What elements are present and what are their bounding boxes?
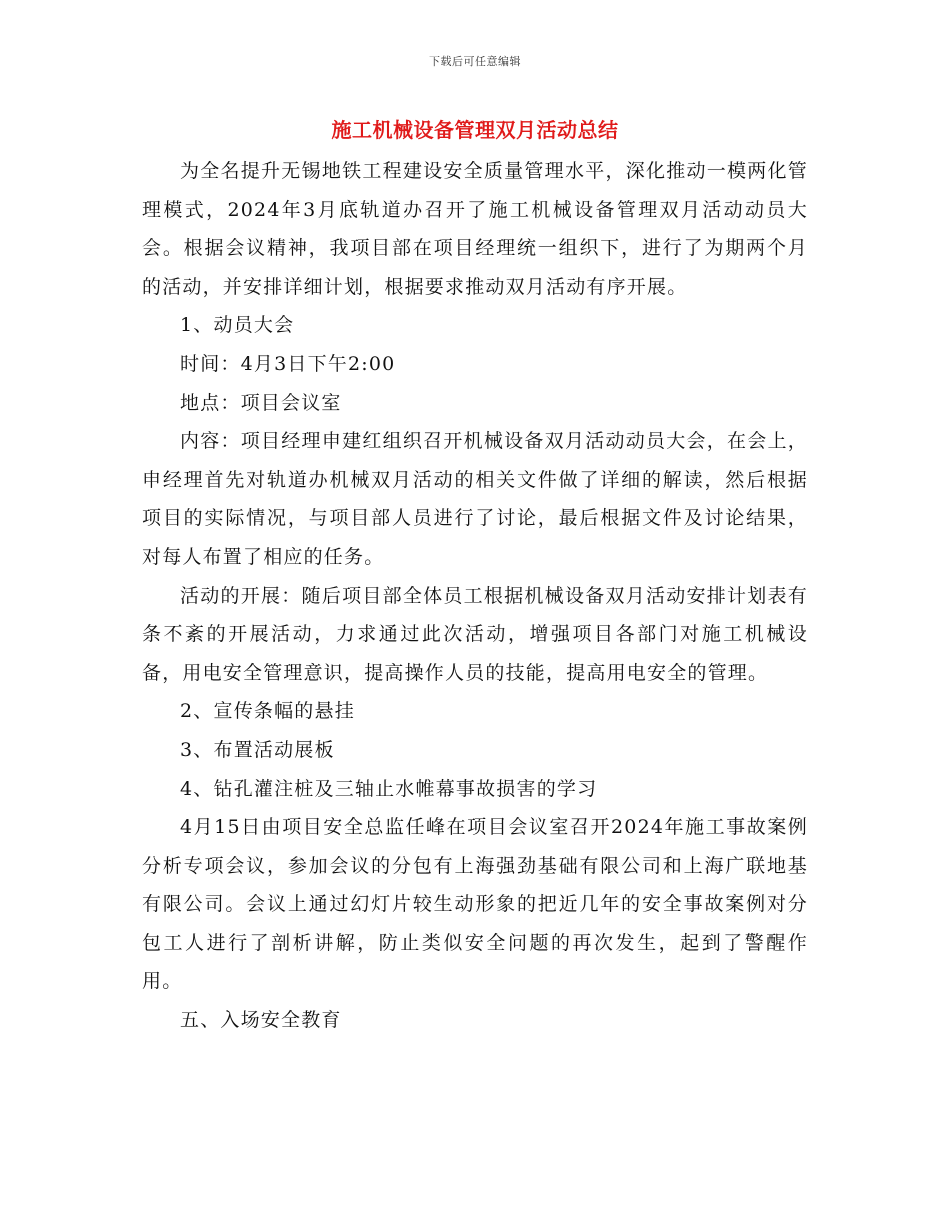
section-heading-safety-education: 五、入场安全教育 [180, 1009, 342, 1032]
meeting-location: 地点：项目会议室 [180, 391, 342, 414]
section-heading-display-boards: 3、布置活动展板 [180, 738, 335, 761]
intro-paragraph: 为全名提升无锡地铁工程建设安全质量管理水平，深化推动一模两化管理模式，2024年3月底轨道办召开了施工机械设备管理双月活动动员大会。根据会议精神，我项目部在项目经理统一组织下，进行了为期两个月的活动，并安排详细计划，根据要求推动双月活动有序开展。 [142, 160, 808, 298]
meeting-time: 时间：4月3日下午2:00 [180, 352, 396, 375]
meeting-content-paragraph: 内容：项目经理申建红组织召开机械设备双月活动动员大会，在会上，申经理首先对轨道办机械双月活动的相关文件做了详细的解读，然后根据项目的实际情况，与项目部人员进行了讨论，最后根据文件及讨论结果，对每人布置了相应的任务。 [142, 430, 808, 568]
page-header-note: 下载后可任意编辑 [429, 55, 521, 68]
section-heading-banners: 2、宣传条幅的悬挂 [180, 700, 355, 723]
document-title: 施工机械设备管理双月活动总结 [331, 118, 619, 142]
section-heading-mobilization-meeting: 1、动员大会 [180, 314, 295, 337]
section-heading-accident-study: 4、钻孔灌注桩及三轴止水帷幕事故损害的学习 [180, 777, 598, 800]
document-body [142, 152, 808, 1040]
activity-development-paragraph: 活动的开展：随后项目部全体员工根据机械设备双月活动安排计划表有条不紊的开展活动，力求通过此次活动，增强项目各部门对施工机械设备，用电安全管理意识，提高操作人员的技能，提高用电安全的管理。 [142, 584, 808, 684]
accident-study-paragraph: 4月15日由项目安全总监任峰在项目会议室召开2024年施工事故案例分析专项会议，参加会议的分包有上海强劲基础有限公司和上海广联地基有限公司。会议上通过幻灯片较生动形象的把近几年的安全事故案例对分包工人进行了剖析讲解，防止类似安全问题的再次发生，起到了警醒作用。 [142, 816, 808, 993]
